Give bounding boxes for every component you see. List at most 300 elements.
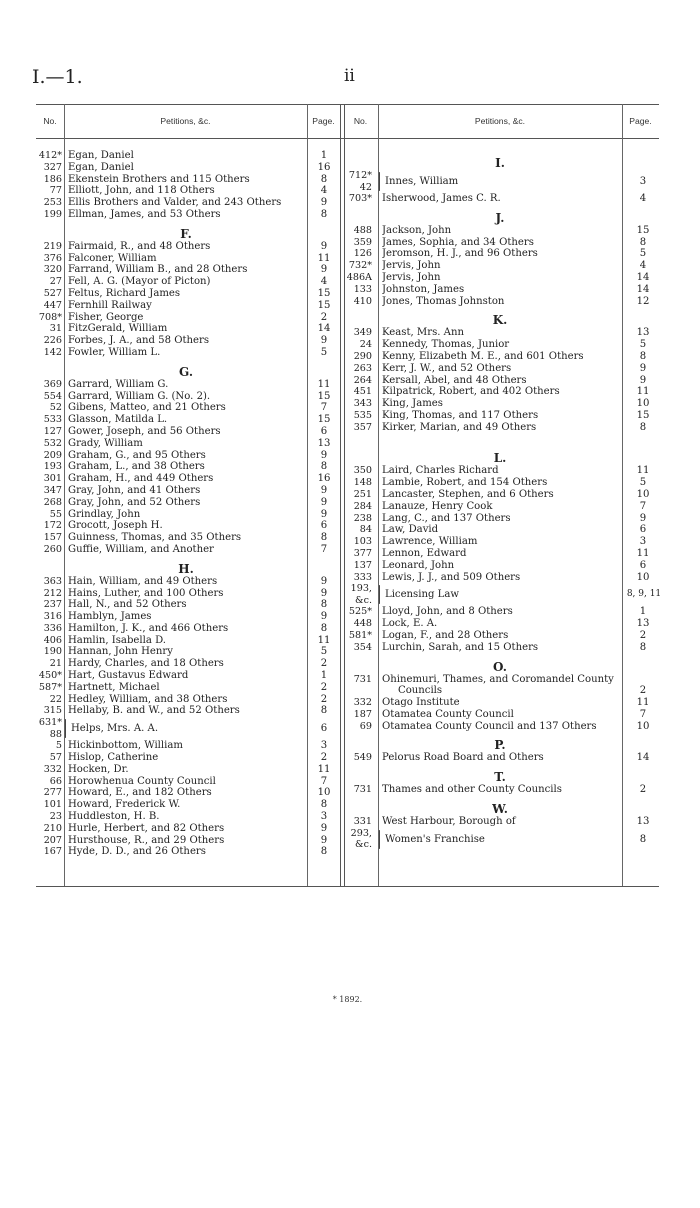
index-entry [36,174,340,186]
entry-number: 301 [43,473,62,485]
entry-name: Leonard, John [382,559,455,571]
index-entry [36,611,340,623]
entry-page: 2 [320,311,328,323]
entry-name: Elliott, John, and 118 Others [68,185,215,197]
index-entry [36,379,340,391]
col-header-petitions: Petitions, &c. [160,116,211,126]
entry-number: 347 [43,484,62,496]
index-entry [36,150,340,162]
entry-number: 23 [49,811,62,823]
entry-name: Hickinbottom, William [68,740,183,752]
entry-number: 535 [353,409,372,421]
index-entry [343,398,659,410]
entry-number: 486A [346,271,372,283]
index-entry [343,513,659,525]
section-letter: O. [493,659,507,674]
entry-name: Hall, N., and 52 Others [68,599,187,611]
entry-name: Hamblyn, James [68,611,152,623]
entry-page: 8, 9, 11 [626,589,662,600]
entry-page: 14 [636,271,650,283]
entry-number: 703* [348,193,372,204]
entry-number: 237 [43,599,62,611]
entry-page: 1 [639,606,647,618]
entry-page: 16 [317,473,331,485]
entry-number: 42 [359,181,372,193]
entry-page: 11 [636,697,650,709]
entry-page: 15 [317,287,331,299]
entry-name: Laird, Charles Richard [382,465,499,477]
entry-page: 9 [320,834,328,846]
entry-name: Garrard, William G. [68,378,169,390]
index-entry [343,260,659,272]
entry-page: 9 [320,496,328,508]
index-entry [343,284,659,296]
entry-name: Lock, E. A. [382,618,438,630]
entry-page: 9 [320,240,328,252]
brace-icon [65,719,66,738]
entry-number: 357 [353,421,372,433]
entry-number: 148 [353,477,372,489]
entry-name: Gower, Joseph, and 56 Others [68,425,221,437]
entry-number: 193 [43,461,62,473]
index-entry [36,576,340,588]
entry-number: 238 [353,512,372,524]
entry-number: 137 [353,559,372,571]
index-entry [36,752,340,764]
section-letter: L. [493,451,507,466]
entry-number: 126 [353,248,372,260]
index-entry [36,799,340,811]
entry-page: 8 [320,599,328,611]
entry-name: Fisher, George [68,311,144,323]
entry-name: Horowhenua County Council [68,775,216,787]
entry-number: 88 [49,728,62,740]
index-entry [36,264,340,276]
entry-number: 277 [43,787,62,799]
index-entry [36,391,340,403]
entry-number: 332 [353,697,372,709]
section-heading [343,732,659,752]
entry-name: Hamlin, Isabella D. [68,634,167,646]
entry-page: 11 [317,763,331,775]
entry-page: 9 [320,197,328,209]
entry-name: Jeromson, H. J., and 96 Others [382,248,538,260]
entry-page: 8 [320,532,328,544]
entry-page: 15 [317,390,331,402]
entry-name: James, Sophia, and 34 Others [382,236,534,248]
entry-page: 3 [639,536,647,548]
entry-name: Thames and other County Councils [382,784,562,796]
entry-page: 9 [320,587,328,599]
entry-number: 731 [353,673,372,685]
index-entry [343,721,659,733]
entry-page: 10 [636,398,650,410]
entry-name: Hain, William, and 49 Others [68,575,218,587]
entry-page: 4 [639,260,647,272]
index-entry [36,335,340,347]
index-entry [343,465,659,477]
entry-page: 11 [636,547,650,559]
entry-number: 377 [353,547,372,559]
index-entry [343,674,659,686]
index-entry [343,422,659,434]
entry-name: Ellis Brothers and Valder, and 243 Others [68,197,282,209]
entry-number: 532 [43,437,62,449]
index-entry [343,248,659,260]
entry-name: Kerr, J. W., and 52 Others [382,362,512,374]
entry-name: Kennedy, Thomas, Junior [382,339,510,351]
index-entry [343,524,659,536]
index-entry [343,560,659,572]
section-heading [36,556,340,576]
right-column [343,150,662,851]
entry-page: 11 [636,465,650,477]
index-entry [343,363,659,375]
entry-number: 293, [350,827,372,839]
entry-page: 7 [320,402,328,414]
index-entry [36,682,340,694]
section-heading [343,205,659,225]
entry-page: 8 [320,208,328,220]
entry-page: 6 [639,559,647,571]
entry-page: 3 [320,811,328,823]
section-letter: G. [179,364,193,379]
entry-numbers [344,170,372,193]
entry-name: Gibens, Matteo, and 21 Others [68,402,226,414]
entry-number: 251 [353,488,372,500]
entry-name: Forbes, J. A., and 58 Others [68,335,210,347]
entry-number: 712* [348,170,372,181]
index-entry [343,642,659,654]
entry-number: 343 [353,398,372,410]
entry-name: Huddleston, H. B. [68,811,160,823]
entry-name: Lanauze, Henry Cook [382,500,493,512]
entry-page: 8 [320,799,328,811]
entry-name: Johnston, James [382,283,465,295]
entry-number: 410 [353,295,372,307]
entry-number: 732* [348,260,372,272]
entry-page: 8 [320,173,328,185]
entry-page: 7 [639,500,647,512]
index-entry [36,705,340,717]
index-entry [343,618,659,630]
entry-name: Graham, G., and 95 Others [68,449,206,461]
entry-name: Egan, Daniel [68,161,134,173]
entry-name: Councils [398,685,443,697]
brace-icon [379,585,380,604]
entry-page: 8 [639,641,647,653]
index-entry [343,237,659,249]
index-entry [36,438,340,450]
index-entry [343,697,659,709]
entry-page: 13 [636,618,650,630]
entry-name: Lambie, Robert, and 154 Others [382,477,548,489]
entry-number: 333 [353,571,372,583]
entry-page: 2 [639,784,647,796]
entry-name: Gray, John, and 52 Others [68,496,201,508]
entry-name: Jackson, John [382,224,452,236]
index-entry [36,323,340,335]
entry-number: 253 [43,197,62,209]
entry-name: Grocott, Joseph H. [68,520,163,532]
entry-number: 167 [43,846,62,858]
section-heading [343,796,659,816]
index-entry [36,787,340,799]
entry-number: 210 [43,822,62,834]
entry-name: Kenny, Elizabeth M. E., and 601 Others [382,350,584,362]
entry-name: Guinness, Thomas, and 35 Others [68,532,242,544]
entry-page: 8 [320,622,328,634]
index-entry [36,347,340,359]
entry-number: 209 [43,449,62,461]
index-entry [343,489,659,501]
section-letter: J. [495,210,505,225]
entry-name: Otamatea County Council and 137 Others [382,720,597,732]
entry-name: Otago Institute [382,697,460,709]
index-entry [36,520,340,532]
entry-name: Hains, Luther, and 100 Others [68,587,224,599]
entry-name: Lloyd, John, and 8 Others [382,606,513,618]
entry-number: 66 [49,775,62,787]
entry-number: 331 [353,816,372,828]
entry-page: 2 [320,752,328,764]
entry-page: 7 [320,775,328,787]
index-entry [343,784,659,796]
entry-page: 5 [639,477,647,489]
entry-page: 11 [317,378,331,390]
index-entry [343,685,659,697]
entry-number: 708* [38,311,62,323]
entry-name: Hardy, Charles, and 18 Others [68,658,224,670]
index-entry [36,823,340,835]
entry-name: Falconer, William [68,252,157,264]
index-entry [343,386,659,398]
table-top-rule [36,104,659,105]
entry-page: 9 [320,822,328,834]
entry-number: 369 [43,378,62,390]
entry-number: 350 [353,465,372,477]
entry-name: Ellman, James, and 53 Others [68,208,221,220]
entry-number: 533 [43,414,62,426]
entry-page: 10 [636,488,650,500]
entry-number: 207 [43,834,62,846]
entry-page: 8 [320,846,328,858]
index-entry [36,646,340,658]
entry-number: 406 [43,634,62,646]
col-header-page: Page. [629,116,652,126]
entry-name: Grindlay, John [68,508,141,520]
entry-page: 8 [639,421,647,433]
entry-page: 4 [639,193,647,204]
entry-number: 31 [49,323,62,335]
entry-number: 268 [43,496,62,508]
table-header-rule [36,138,659,139]
section-letter: T. [494,770,506,785]
entry-number: 199 [43,208,62,220]
entry-number: 376 [43,252,62,264]
index-entry [343,548,659,560]
entry-number: 554 [43,390,62,402]
entry-number: 315 [43,705,62,717]
entry-numbers [344,828,372,851]
entry-page: 8 [639,833,647,845]
entry-name: Isherwood, James C. R. [382,193,501,204]
index-entry [36,497,340,509]
index-entry [36,694,340,706]
entry-page: 13 [317,437,331,449]
index-entry [36,776,340,788]
entry-page: 2 [320,658,328,670]
entry-number: 142 [43,346,62,358]
entry-page: 5 [639,248,647,260]
section-letter: F. [180,226,192,241]
entry-name: Guffie, William, and Another [68,543,214,555]
entry-name: Jones, Thomas Johnston [382,295,505,307]
index-entry [343,225,659,237]
footnote: * 1892. [332,995,363,1004]
entry-number: 447 [43,299,62,311]
index-entry [343,606,659,618]
index-entry [343,296,659,308]
entry-name: Licensing Law [385,589,459,601]
entry-name: Hyde, D. D., and 26 Others [68,846,206,858]
entry-name: King, James [382,398,443,410]
entry-name: Farrand, William B., and 28 Others [68,264,248,276]
entry-name: Hartnett, Michael [68,681,160,693]
index-entry [36,658,340,670]
entry-name: Hamilton, J. K., and 466 Others [68,622,229,634]
entry-number: 77 [49,185,62,197]
entry-page: 13 [636,327,650,339]
entry-name: Fairmaid, R., and 48 Others [68,240,211,252]
entry-number: 55 [49,508,62,520]
index-entry [343,193,659,205]
index-entry [36,670,340,682]
brace-icon [379,172,380,191]
entry-page: 14 [317,323,331,335]
index-entry [36,197,340,209]
index-entry [343,351,659,363]
entry-page: 16 [317,161,331,173]
entry-page: 3 [639,176,647,187]
entry-name: Ohinemuri, Thames, and Coromandel County [382,673,614,685]
entry-number: 133 [353,283,372,295]
entry-name: King, Thomas, and 117 Others [382,409,539,421]
entry-name: Logan, F., and 28 Others [382,629,509,641]
index-entry [36,717,340,740]
entry-name: Hurle, Herbert, and 82 Others [68,822,225,834]
entry-name: Pelorus Road Board and Others [382,752,544,764]
entry-page: 12 [636,295,650,307]
index-entry [343,572,659,584]
entry-page: 9 [320,508,328,520]
entry-name: Lang, C., and 137 Others [382,512,511,524]
index-entry [36,312,340,324]
entry-name: FitzGerald, William [68,323,168,335]
index-entry [36,846,340,858]
entry-page: 2 [320,693,328,705]
index-entry [343,477,659,489]
entry-name: Otamatea County Council [382,708,514,720]
index-entry [343,410,659,422]
entry-number: 226 [43,335,62,347]
section-heading [36,359,340,379]
entry-page: 1 [320,150,328,161]
entry-page: 9 [320,449,328,461]
entry-name: Glasson, Matilda L. [68,414,168,426]
entry-page: 9 [639,374,647,386]
page-roman-numeral: ii [344,66,355,86]
entry-page: 11 [636,386,650,398]
entry-page: 11 [317,634,331,646]
entry-number: 316 [43,611,62,623]
index-entry [36,635,340,647]
entry-number: 412* [38,150,62,161]
entry-page: 8 [639,236,647,248]
entry-name: Hedley, William, and 38 Others [68,693,228,705]
entry-number: 193, [350,583,372,595]
index-entry [36,485,340,497]
entry-number: 57 [49,752,62,764]
section-letter: H. [178,561,194,576]
brace-icon [379,830,380,849]
entry-page: 9 [320,484,328,496]
entry-page: 11 [317,252,331,264]
entry-name: West Harbour, Borough of [382,816,516,828]
index-entry [36,209,340,221]
index-entry [36,241,340,253]
section-heading [343,150,659,170]
entry-number: 448 [353,618,372,630]
entry-number: 349 [353,327,372,339]
entry-number: 69 [359,720,372,732]
entry-page: 9 [320,264,328,276]
index-entry [36,509,340,521]
entry-name: Lewis, J. J., and 509 Others [382,571,521,583]
entry-number: 525* [348,606,372,618]
entry-number: 320 [43,264,62,276]
entry-numbers [344,583,372,606]
left-column [36,150,340,858]
entry-name: Gray, John, and 41 Others [68,484,201,496]
entry-name: Fowler, William L. [68,346,161,358]
entry-number: 190 [43,646,62,658]
index-entry [36,450,340,462]
entry-name: Helps, Mrs. A. A. [71,723,159,735]
entry-number: 263 [353,362,372,374]
entry-page: 8 [320,461,328,473]
index-entry [36,811,340,823]
entry-number: 24 [359,339,372,351]
entry-name: Lurchin, Sarah, and 15 Others [382,641,539,653]
entry-name: Jervis, John [382,271,441,283]
petitions-index-table [36,104,662,1004]
entry-page: 6 [320,723,328,735]
entry-number: 284 [353,500,372,512]
index-entry [36,764,340,776]
entry-number: 260 [43,543,62,555]
entry-page: 1 [320,670,328,682]
entry-page: 14 [636,752,650,764]
entry-number: 157 [43,532,62,544]
entry-number: 172 [43,520,62,532]
entry-number: &c. [355,594,372,606]
entry-number: 488 [353,224,372,236]
entry-number: 336 [43,622,62,634]
entry-number: 264 [353,374,372,386]
entry-number: 332 [43,763,62,775]
entry-page: 5 [320,346,328,358]
